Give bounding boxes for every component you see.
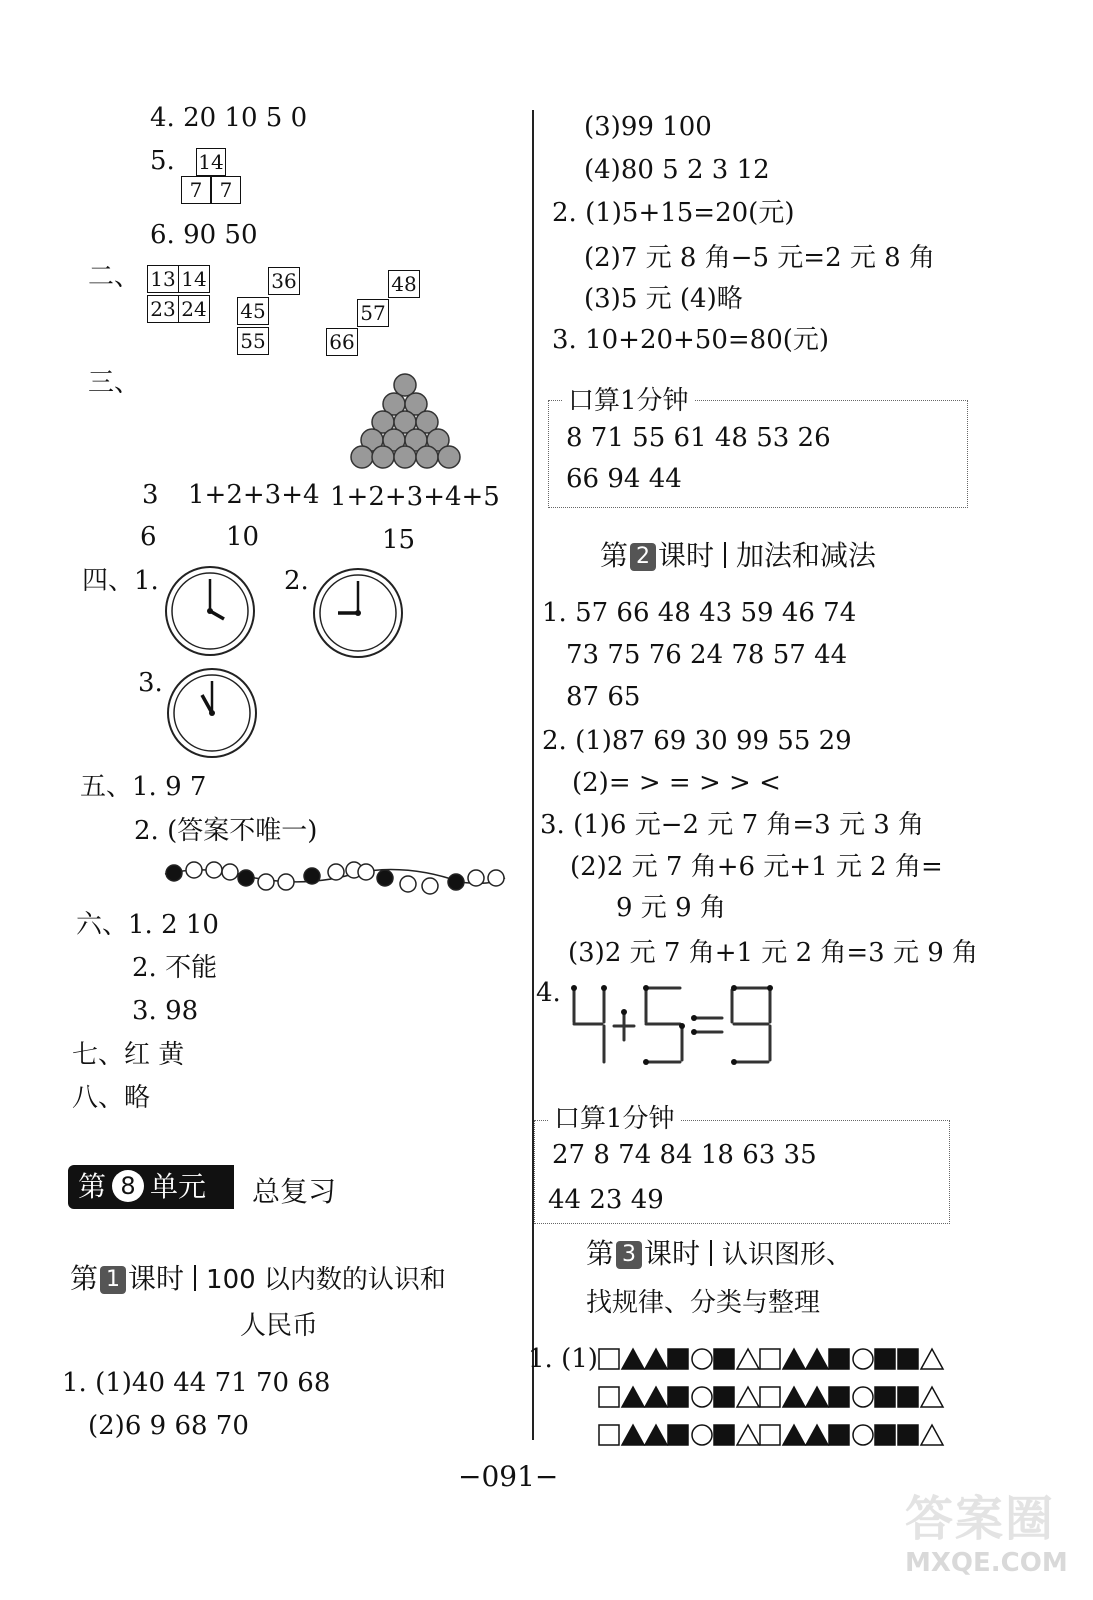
- pattern-value: 3: [142, 480, 159, 510]
- pattern-shape: [668, 1349, 688, 1369]
- pattern-shape: [829, 1349, 849, 1369]
- section-7-answer: 七、红 黄: [72, 1040, 185, 1070]
- grid-cell: 13: [147, 265, 179, 293]
- number-box: 7: [181, 176, 211, 204]
- pattern-shape: [921, 1425, 943, 1445]
- oral-calc-title: 口算1分钟: [562, 380, 695, 417]
- pattern-shape: [714, 1425, 734, 1445]
- pattern-shape: [898, 1387, 918, 1407]
- pattern-shape: [760, 1387, 780, 1407]
- answer-line: (3)99 100: [584, 112, 712, 142]
- answer-line: 2. (1)5+15=20(元): [552, 198, 795, 228]
- bead-string: [160, 858, 510, 898]
- pattern-shape: [829, 1387, 849, 1407]
- answer-line: (4)80 5 2 3 12: [584, 155, 770, 185]
- pattern-shape: [692, 1425, 712, 1445]
- section-2-label: 二、: [88, 262, 141, 292]
- section-3-label: 三、: [88, 368, 141, 398]
- pattern-shape: [783, 1425, 805, 1445]
- pattern-shape: [760, 1349, 780, 1369]
- pattern-shape: [760, 1425, 780, 1445]
- pattern-value: 6: [140, 522, 157, 552]
- q1-answer-1: 1. (1)40 44 71 70 68: [62, 1368, 331, 1398]
- shape-pattern-rows: [598, 1346, 952, 1452]
- answer-line: 9 元 9 角: [616, 893, 726, 923]
- grid-cell: 36: [268, 267, 300, 295]
- answer-line: 3. 10+20+50=80(元): [552, 325, 830, 355]
- grid-cell: 24: [178, 295, 210, 323]
- lesson-1-header: 第 1 课时 100 以内数的认识和: [70, 1262, 446, 1295]
- answer-line: 3. (1)6 元−2 元 7 角=3 元 3 角: [540, 810, 925, 840]
- pattern-value: 10: [226, 522, 260, 552]
- section-8-answer: 八、略: [72, 1083, 151, 1113]
- ball-pyramid: [350, 372, 466, 470]
- grid-cell: 45: [237, 297, 269, 325]
- answer-6: 6. 90 50: [150, 220, 258, 250]
- pattern-value: 15: [382, 525, 416, 555]
- watermark-logo: 答案圈 MXQE.COM: [905, 1491, 1068, 1578]
- grid-cell: 57: [357, 299, 389, 327]
- answer-4-label: 4.: [536, 978, 561, 1008]
- page-number: −091−: [458, 1460, 559, 1493]
- grid-cell: 55: [237, 327, 269, 355]
- column-divider: [532, 110, 534, 1440]
- section-6-answer-3: 3. 98: [132, 996, 199, 1026]
- answer-5-label: 5.: [150, 146, 175, 176]
- answer-4: 4. 20 10 5 0: [150, 103, 308, 133]
- pattern-shape: [853, 1425, 873, 1445]
- pattern-shape: [714, 1349, 734, 1369]
- pattern-shape: [645, 1349, 667, 1369]
- oral-calc-row: 66 94 44: [566, 464, 682, 494]
- oral-calc-row: 44 23 49: [548, 1185, 664, 1215]
- pattern-shape: [898, 1425, 918, 1445]
- clock-icon: [166, 667, 258, 759]
- pattern-shape: [668, 1387, 688, 1407]
- lesson-3-header: 第 3 课时 认识图形、: [586, 1237, 853, 1270]
- pattern-shape: [875, 1349, 895, 1369]
- answer-line: (2)= > = > > <: [572, 768, 781, 798]
- pattern-shape: [783, 1349, 805, 1369]
- pattern-shape: [806, 1349, 828, 1369]
- answer-line: 73 75 76 24 78 57 44: [566, 640, 848, 670]
- pattern-shape: [898, 1349, 918, 1369]
- pattern-shape: [853, 1387, 873, 1407]
- shape-answer-label: 1. (1): [528, 1344, 598, 1374]
- clock-icon: [312, 567, 404, 659]
- pattern-shape: [875, 1425, 895, 1445]
- number-box: 7: [211, 176, 241, 204]
- answer-line: 2. (1)87 69 30 99 55 29: [542, 726, 852, 756]
- pattern-shape: [622, 1387, 644, 1407]
- pattern-shape: [599, 1387, 619, 1407]
- answer-line: (3)2 元 7 角+1 元 2 角=3 元 9 角: [568, 938, 979, 968]
- section-5-answer-2: 2. (答案不唯一): [134, 816, 318, 846]
- answer-line: (2)2 元 7 角+6 元+1 元 2 角=: [570, 852, 943, 882]
- pattern-shape: [737, 1387, 759, 1407]
- section-4-item-2: 2.: [284, 566, 309, 596]
- clock-icon: [164, 565, 256, 657]
- pattern-shape: [875, 1387, 895, 1407]
- grid-cell: 66: [326, 328, 358, 356]
- oral-calc-title: 口算1分钟: [548, 1098, 681, 1135]
- pattern-shape: [921, 1387, 943, 1407]
- unit-banner: 第 8 单元: [68, 1165, 234, 1209]
- grid-cell: 14: [178, 265, 210, 293]
- section-4-item-3: 3.: [138, 668, 163, 698]
- number-box: 14: [196, 148, 226, 176]
- grid-cell: 23: [147, 295, 179, 323]
- answer-line: 1. 57 66 48 43 59 46 74: [542, 598, 857, 628]
- oral-calc-row: 8 71 55 61 48 53 26: [566, 423, 831, 453]
- pattern-shape: [829, 1425, 849, 1445]
- pattern-shape: [645, 1425, 667, 1445]
- section-5-answer-1: 五、1. 9 7: [80, 772, 207, 802]
- pattern-shape: [645, 1387, 667, 1407]
- pattern-shape: [921, 1349, 943, 1369]
- pattern-shape: [692, 1349, 712, 1369]
- section-6-answer-1: 六、1. 2 10: [76, 910, 219, 940]
- answer-line: 87 65: [566, 682, 641, 712]
- pattern-shape: [599, 1425, 619, 1445]
- unit-title: 总复习: [252, 1175, 337, 1208]
- pattern-expression: 1+2+3+4+5: [330, 482, 500, 512]
- pattern-shape: [806, 1425, 828, 1445]
- lesson-3-title-line-2: 找规律、分类与整理: [586, 1288, 821, 1318]
- pattern-shape: [714, 1387, 734, 1407]
- pattern-shape: [622, 1349, 644, 1369]
- pattern-shape: [668, 1425, 688, 1445]
- pattern-shape: [737, 1425, 759, 1445]
- pattern-shape: [737, 1349, 759, 1369]
- answer-line: (2)7 元 8 角−5 元=2 元 8 角: [584, 243, 935, 273]
- grid-cell: 48: [388, 270, 420, 298]
- q1-answer-2: (2)6 9 68 70: [88, 1411, 249, 1441]
- pattern-shape: [692, 1387, 712, 1407]
- lesson-1-title-line-2: 人民币: [240, 1311, 319, 1341]
- oral-calc-row: 27 8 74 84 18 63 35: [552, 1140, 817, 1170]
- pattern-shape: [806, 1387, 828, 1407]
- pattern-shape: [599, 1349, 619, 1369]
- pattern-shape: [622, 1425, 644, 1445]
- pattern-expression: 1+2+3+4: [188, 480, 320, 510]
- pattern-shape: [783, 1387, 805, 1407]
- section-4-label: 四、1.: [82, 566, 159, 596]
- lesson-2-header: 第 2 课时 加法和减法: [600, 539, 877, 572]
- answer-line: (3)5 元 (4)略: [584, 284, 743, 314]
- section-6-answer-2: 2. 不能: [132, 953, 218, 983]
- matchstick-equation: [562, 982, 784, 1068]
- pattern-shape: [853, 1349, 873, 1369]
